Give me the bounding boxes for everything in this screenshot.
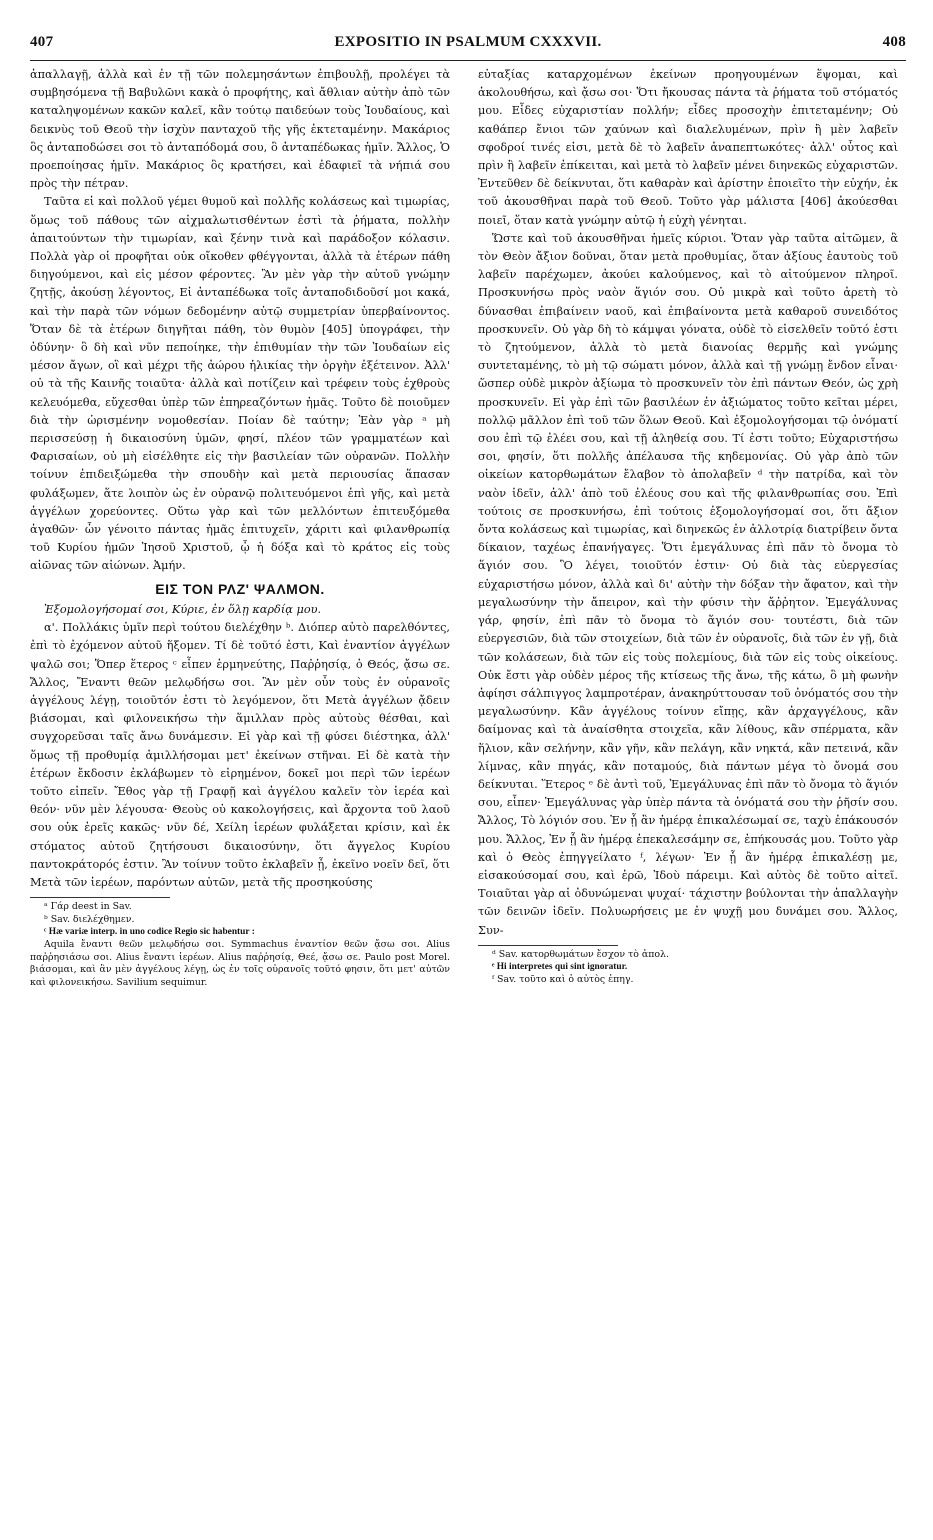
page-number-right: 408 bbox=[882, 34, 906, 50]
section-title: ΕΙΣ ΤΟΝ ΡΛΖ' ΨΑΛΜΟΝ. bbox=[155, 580, 325, 597]
paragraph: Ταῦτα εἰ καὶ πολλοῦ γέμει θυμοῦ καὶ πολλῆς κολάσεως καὶ τιμωρίας, ὅμως τοῦ πάθους τῶν αἰχμαλωτισθέντων ἐστὶ τὰ ῥήματα, πολλὴν ἀπαιτούντων τὴν τιμωρίαν, καὶ ξένην τινὰ καὶ παράδοξον κόλασιν. Πολλὰ γὰρ οἱ προφῆται οὐκ οἴκοθεν φθέγγονται, ἀλλὰ τὰ ἑτέρων πάθη διηγούμενοι, καὶ εἰς μέσον φέροντες. Ἂν μὲν γὰρ τὴν αὐτοῦ γνώμην ζητῇς, ἀκούσῃ λέγοντος, Εἰ ἀνταπέδωκα τοῖς ἀνταποδιδοῦσί μοι κακά, καὶ τὴν παρὰ τῶν νόμων δεδομένην αὐτῷ συμμετρίαν ὑπερβαίνοντος. Ὅταν δὲ τὰ ἑτέρων διηγῆται πάθη, τὸν θυμὸν [405] ὑπογράφει, τὴν ὀδύνην· ὃ δὴ καὶ νῦν πεποίηκε, τὴν ἐπιθυμίαν τὴν τῶν Ἰουδαίων εἰς μέσον ἄγων, οἳ καὶ μέχρι τῆς ἀώρου ἡλικίας τὴν ὀργὴν ἐξέτεινον. Ἀλλ' οὐ τὰ τῆς Καινῆς τοιαῦτα· ἀλλὰ καὶ ποτίζειν καὶ τρέφειν τοὺς ἐχθροὺς κελευόμεθα, εὔχεσθαι ὑπὲρ τῶν ἐπηρεαζόντων ἡμᾶς. Τοῦτο δὲ ποιοῦμεν διὰ τὴν ὡρισμένην νομοθεσίαν. Ποίαν δὲ ταύτην; Ἐὰν γὰρ ᵃ μὴ περισσεύσῃ ἡ δικαιοσύνη ὑμῶν, φησί, πλέον τῶν γραμματέων καὶ Φαρισαίων, οὐ μὴ εἰσέλθητε εἰς τὴν βασιλείαν τῶν οὐρανῶν. Πολλὴν τοίνυν ἐπιδειξώμεθα τὴν σπουδὴν καὶ μετὰ περιουσίας ἅπασαν φυλάξωμεν, ἅτε λοιπὸν ὡς ἐν οὐρανῷ πολιτευόμενοι ἐπὶ γῆς, καὶ μετὰ ἀγγέλων χορεύοντες. Οὕτω γὰρ καὶ τῶν μελλόντων ἐπιτευξόμεθα ἀγαθῶν· ὧν γένοιτο πάντας ἡμᾶς ἐπιτυχεῖν, χάριτι καὶ φιλανθρωπίᾳ τοῦ Κυρίου ἡμῶν Ἰησοῦ Χριστοῦ, ᾧ ἡ δόξα καὶ τὸ κράτος εἰς τοὺς αἰῶνας τῶν αἰώνων. Ἀμήν. bbox=[30, 195, 450, 573]
psalm-verse: Ἐξομολογήσομαί σοι, Κύριε, ἐν ὅλῃ καρδίᾳ μου. bbox=[44, 602, 322, 616]
page bbox=[30, 30, 906, 1520]
footnote-rule bbox=[478, 945, 618, 946]
header-rule bbox=[30, 60, 906, 61]
footnote: ᵉ Hi interpretes qui sint ignoratur. bbox=[492, 962, 628, 973]
page-number-left: 407 bbox=[30, 34, 54, 50]
footnote: ᶜ Hæ variæ interp. in uno codice Regio sic habentur : bbox=[44, 927, 255, 938]
footnote: ᵃ Γάρ deest in Sav. bbox=[44, 901, 132, 913]
running-title: EXPOSITIO IN PSALMUM CXXXVII. bbox=[334, 34, 602, 50]
paragraph: ἀπαλλαγῇ, ἀλλὰ καὶ ἐν τῇ τῶν πολεμησάντων ἐπιβουλῇ, προλέγει τὰ συμβησόμενα τῇ Βαβυλῶνι κακὰ ὁ προφήτης, καὶ ἄθλιαν αὐτὴν ἀπὸ τῶν καταληψομένων κακῶν καλεῖ, κἂν τούτῳ παιδεύων τοὺς Ἰουδαίους, καὶ δεικνὺς τοῦ Θεοῦ τὴν ἰσχὺν πανταχοῦ τῆς γῆς ἐκτεταμένην. Μακάριος ὃς ἀνταποδώσει σοι τὸ ἀνταπόδομά σου, ὃ ἀνταπέδωκας ἡμῖν. Ἄλλος, Ὁ προεποίησας ἡμῖν. Μακάριος ὃς κρατήσει, καὶ ἐδαφιεῖ τὰ νήπιά σου πρὸς τὴν πέτραν. bbox=[30, 68, 450, 191]
footnote: ᵈ Sav. κατορθωμάτων ἔσχον τὸ ἀπολ. bbox=[492, 948, 669, 960]
left-column bbox=[30, 66, 450, 989]
footnote-rule bbox=[30, 897, 170, 898]
right-column bbox=[478, 66, 898, 987]
footnote: ᵇ Sav. διελέχθημεν. bbox=[44, 913, 135, 925]
running-header bbox=[30, 30, 906, 58]
paragraph: α'. Πολλάκις ὑμῖν περὶ τούτου διελέχθην ᵇ. Διόπερ αὐτὸ παρελθόντες, ἐπὶ τὸ ἐχόμενον αὐτοῦ ἥξομεν. Τί δὲ τοῦτό ἐστι, Καὶ ἐναντίον ἀγγέλων ψαλῶ σοι; Ὅπερ ἕτερος ᶜ εἶπεν ἑρμηνεύτης, Παῤῥησίᾳ, ὁ Θεός, ᾄσω σε. Ἄλλος, Ἔναντι θεῶν μελῳδήσω σοι. Ἂν μὲν οὖν τοὺς ἐν οὐρανοῖς ἀγγέλους λέγῃ, τοιοῦτόν ἐστι τὸ λεγόμενον, ὅτι Μετὰ ἀγγέλων ᾄδειν βιάσομαι, καὶ φιλονεικήσω τὴν ἅμιλλαν πρὸς αὐτοὺς θέσθαι, καὶ συγχορεῦσαι ταῖς ἄνω δυνάμεσιν. Εἰ γὰρ καὶ τῇ φύσει διέστηκα, ἀλλ' ὅμως τῇ προθυμίᾳ ἁμιλλήσομαι μετ' ἐκείνων στῆναι. Εἰ δὲ κατὰ τὴν ἑτέρων ἔκδοσιν ἐκλάβωμεν τὸ εἰρημένον, δοκεῖ μοι περὶ τῶν ἱερέων τοῦτο εἰπεῖν. Ἔθος γὰρ τῇ Γραφῇ καὶ ἀγγέλου καλεῖν τὸν ἱερέα καὶ θεόν· νῦν μὲν λέγουσα· Θεοὺς οὐ κακολογήσεις, καὶ ἄρχοντα τοῦ λαοῦ σου οὐκ ἐρεῖς κακῶς· νῦν δέ, Χείλη ἱερέων φυλάξεται κρίσιν, καὶ ἐκ στόματος αὐτοῦ ζητήσουσι δικαιοσύνην, ὅτι ἄγγελος Κυρίου παντοκράτορός ἐστιν. Ἂν τοίνυν τοῦτο ἐκλαβεῖν ᾖ, ἐκεῖνο νοεῖν δεῖ, ὅτι Μετὰ τῶν ἱερέων, παρόντων αὐτῶν, μετὰ τῆς προσηκούσης bbox=[30, 621, 450, 889]
paragraph: Ὥστε καὶ τοῦ ἀκουσθῆναι ἡμεῖς κύριοι. Ὅταν γὰρ ταῦτα αἰτῶμεν, ἃ τὸν Θεὸν ἄξιον δοῦναι, ὅταν μετὰ προθυμίας, ὅταν ἀξίους ἑαυτοὺς τοῦ λαβεῖν παρέχωμεν, ἀκούει καλούμενος, καὶ τὸ αἰτούμενον πληροῖ. Προσκυνήσω πρὸς ναὸν ἅγιόν σου. Οὐ μικρὰ καὶ τοῦτο ἀρετὴ τὸ δύνασθαι ἐπιβαίνειν ναοῦ, καὶ ἐπιβαίνοντα μετὰ καθαροῦ συνειδότος προσκυνεῖν. Οὐ γὰρ δὴ τὸ κάμψαι γόνατα, οὐδὲ τὸ εἰσελθεῖν τοῦτό ἐστι τὸ ζητούμενον, ἀλλὰ τὸ μετὰ διανοίας θερμῆς καὶ γνώμης συντεταμένης, τὸ μὴ τῷ σώματι μόνον, ἀλλὰ καὶ τῇ γνώμῃ ἔνδον εἶναι· ὥσπερ οὐδὲ μικρὸν ἀξίωμα τὸ προσκυνεῖν τὸν ἐπὶ πάντων Θεόν, ὡς χρὴ προσκυνεῖν. Εἰ γὰρ ἐπὶ τῶν βασιλέων ἐν ἀξιώματος τοῦτο κεῖται μέρει, πολλῷ μᾶλλον ἐπὶ τοῦ τῶν ὅλων Θεοῦ. Καὶ ἐξομολογήσομαι τῷ ὀνόματί σου ἐπὶ τῷ ἐλέει σου, καὶ τῇ ἀληθείᾳ σου. Τί ἐστι τοῦτο; Εὐχαριστήσω σοι, φησίν, ὅτι πολλῆς ἀπέλαυσα τῆς κηδεμονίας. Οὐ γὰρ ἀπὸ τῶν οἰκείων κατορθωμάτων ἔλαβον τὸ ἀπολαβεῖν ᵈ τὴν πατρίδα, καὶ τὸν ναὸν ἰδεῖν, ἀλλ' ἀπὸ τοῦ ἐλέους σου καὶ τῆς φιλανθρωπίας σου. Ἐπὶ τούτοις σε προσκυνήσω, ἐπὶ τούτοις ἐξομολογήσομαί σοι, ὅτι ἄξιον ὄντα κολάσεως καὶ τιμωρίας, καὶ διηνεκῶς ἐν ἀλλοτρίᾳ διατρίβειν ὄντα δίκαιον, ταχέως ἐπανήγαγες. Ὅτι ἐμεγάλυνας ἐπὶ πᾶν τὸ ὄνομα τὸ ἅγιόν σου. Ὃ λέγει, τοιοῦτόν ἐστιν· Οὐ διὰ τὰς εὐεργεσίας εὐχαριστήσω μόνον, ἀλλὰ καὶ δι' αὐτὴν τὴν δόξαν τὴν ἄφατον, καὶ τὴν μεγαλωσύνην τὴν ἄπειρον, καὶ τὴν φύσιν τὴν ἄῤῥητον. Ἐμεγάλυνας γάρ, φησίν, ἐπὶ πᾶν τὸ ὄνομα τὸ ἅγιόν σου· τουτέστι, διὰ τῶν εὐεργεσιῶν, διὰ τῶν στοιχείων, διὰ τῶν ἐν οὐρανοῖς, διὰ τῶν ἐν γῇ, διὰ τῶν κολάσεων, διὰ τῶν εἰς τοὺς πολεμίους, διὰ τῶν εἰς τοὺς οἰκείους. Οὐκ ἔστι γὰρ οὐδὲν μέρος τῆς κτίσεως τῆς ἄνω, τῆς κάτω, ὃ μὴ φωνὴν ἀφίησι σάλπιγγος λαμπροτέραν, ἀνακηρύττουσαν τοῦ ὀνόματός σου τὴν μεγαλωσύνην. Κἂν ἀγγέλους τοίνυν εἴπῃς, κἂν ἀρχαγγέλους, κἂν δαίμονας καὶ τὰ ἀναίσθητα στοιχεῖα, κἂν λίθους, κἂν σπέρματα, κἂν ἥλιον, κἂν σελήνην, κἂν γῆν, κἂν πελάγη, κἂν νηκτά, κἂν πετεινά, κἂν λίμνας, κἂν πηγάς, κἂν ποταμούς, διὰ πάντων μέγα τὸ ὄνομά σου δείκνυται. Ἕτερος ᵉ δὲ ἀντὶ τοῦ, Ἐμεγάλυνας ἐπὶ πᾶν τὸ ὄνομα τὸ ἅγιόν σου, εἶπεν· Ἐμεγάλυνας γὰρ ὑπὲρ πάντα τὰ ὀνόματά σου τὴν ῥῆσίν σου. Ἄλλος, Τὸ λόγιόν σου. Ἐν ᾗ ἂν ἡμέρᾳ ἐπικαλέσωμαί σε, ταχὺ ἐπάκουσόν μου. Ἄλλος, Ἐν ᾗ ἂν ἡμέρᾳ ἐπεκαλεσάμην σε, ἐπήκουσάς μου. Τοῦτο γὰρ καὶ ὁ Θεὸς ἐπηγγείλατο ᶠ, λέγων· Ἐν ᾗ ἂν ἡμέρᾳ ἐπικαλέσῃ με, εἰσακούσομαί σου, καὶ ἐρῶ, Ἰδοὺ πάρειμι. Καὶ αὐτὸς δὲ τοῦτο αἰτεῖ. Τοιαῦται γὰρ αἱ ὀδυνώμεναι ψυχαί· τάχιστην βούλονται τὴν ἀπαλλαγὴν τῶν δεινῶν ἰδεῖν. Πολυωρήσεις με ἐν ψυχῇ μου δυνάμει σου. Ἄλλος, Συν- bbox=[478, 231, 898, 937]
footnote: ᶠ Sav. τοῦτο καὶ ὁ αὐτὸς ἐπηγ. bbox=[492, 973, 634, 985]
footnote: Aquila ἔναντι θεῶν μελῳδήσω σοι. Symmachus ἐναντίον θεῶν ᾄσω σοι. Alius παῤῥησιάσω σοι. Alius ἔναντι ἱερέων. Alius παῤῥησίᾳ, Θεέ, ᾄσω σε. Paulo post Morel. βιάσομαι, καὶ ἂν μὲν ἀγγέλους λέγῃ, ὡς ἐν τοῖς οὐρανοῖς τοῦτό φησιν, ὅτι μετ' αὐτῶν καὶ φιλονεικήσω. Savilium sequimur. bbox=[30, 938, 450, 988]
paragraph: εὐταξίας καταρχομένων ἐκείνων προηγουμένων ἕψομαι, καὶ ἀκολουθήσω, καὶ ᾄσω σοι· Ὅτι ἤκουσας πάντα τὰ ῥήματα τοῦ στόματός μου. Εἶδες εὐχαριστίαν πολλήν; εἶδες προσοχὴν ἐπιτεταμένην; Οὐ καθάπερ ἔνιοι τῶν χαύνων καὶ διαλελυμένων, πρὶν ἢ μὲν λαβεῖν σφοδροί τινές εἰσι, μετὰ δὲ τὸ λαβεῖν ἀναπεπτωκότες· ἀλλ' οὗτος καὶ πρὶν ἢ λαβεῖν ἐπίκειται, καὶ μετὰ τὸ λαβεῖν μένει διηνεκῶς εὐχαριστῶν. Ἐντεῦθεν δὲ δείκνυται, ὅτι καθαρὰν καὶ ἀρίστην ἐποιεῖτο τὴν εὐχήν, ἐκ τοῦ ἀκουσθῆναι παρὰ τοῦ Θεοῦ. Τοῦτο γὰρ μάλιστα [406] ἀκούεσθαι ποιεῖ, ὅταν κατὰ γνώμην αὐτῷ ἡ εὐχὴ γένηται. bbox=[478, 68, 898, 227]
